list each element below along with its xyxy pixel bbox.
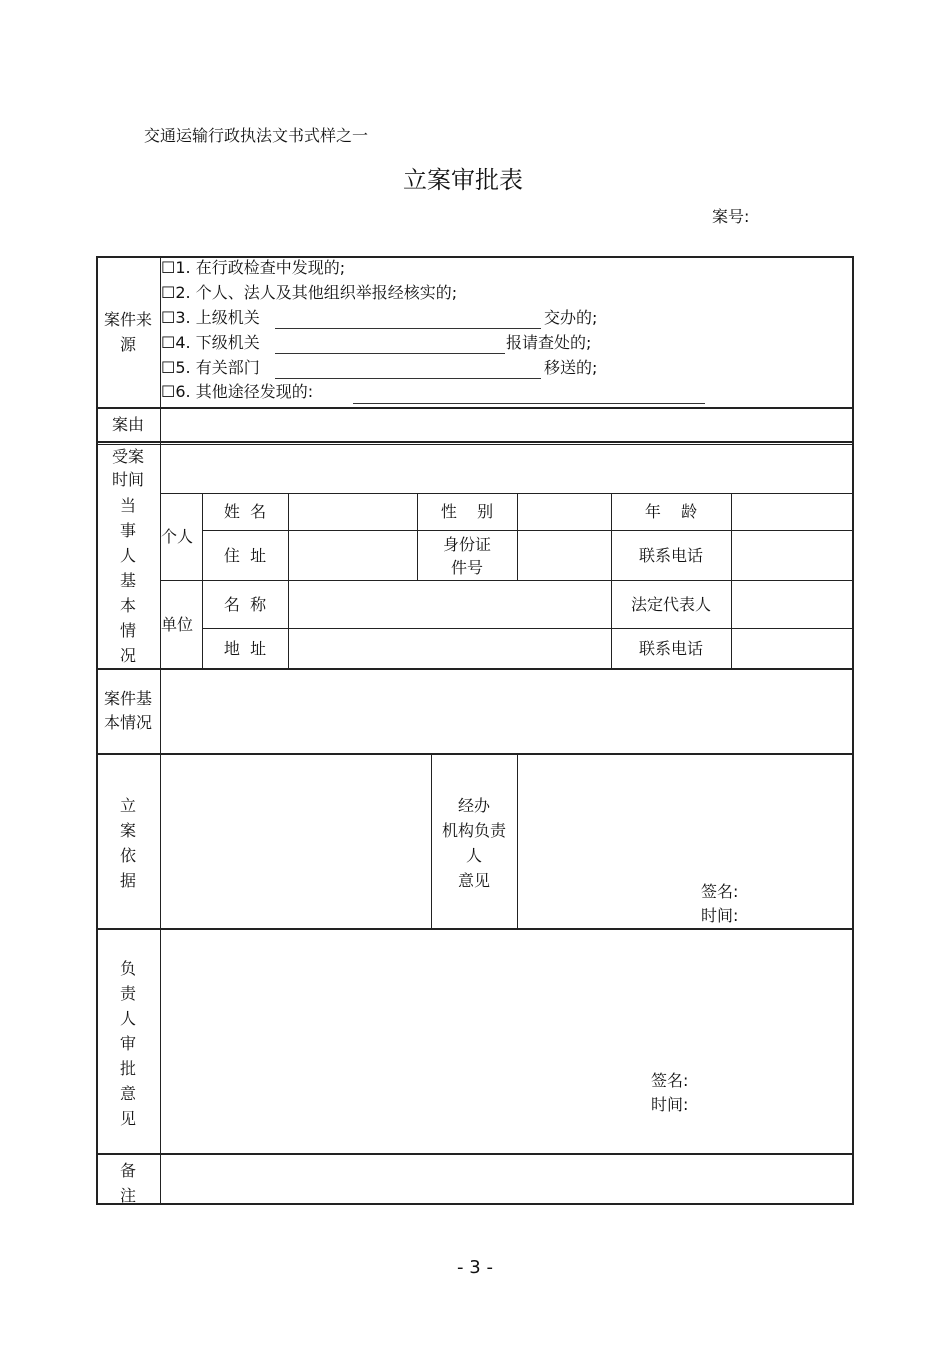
case-info-label: 案件基 本情况 [103, 689, 152, 732]
checkbox[interactable]: ☐ [161, 382, 176, 401]
accept-time-label: 受案 时间 [111, 447, 144, 489]
checkbox[interactable]: ☐ [161, 258, 176, 277]
signature-label: 签名: [651, 1071, 689, 1090]
source-option-2[interactable]: ☐2. 个人、法人及其他组织举报经核实的; [161, 283, 458, 302]
case-cause-label: 案由 [111, 415, 144, 434]
page-number: - 3 - [457, 1257, 493, 1278]
time-label: 时间: [701, 906, 739, 925]
superior-agency-blank[interactable] [275, 328, 541, 329]
legal-rep-label: 法定代表人 [630, 595, 711, 614]
checkbox[interactable]: ☐ [161, 358, 176, 377]
page-title: 立案审批表 [403, 166, 523, 194]
document-series: 交通运输行政执法文书式样之一 [144, 126, 369, 145]
approval-label: 负 责 人 审 批 意 见 [119, 959, 136, 1128]
other-source-blank[interactable] [353, 403, 705, 404]
source-option-5[interactable]: ☐5. 有关部门 [161, 358, 260, 377]
case-number-label: 案号: [712, 207, 750, 226]
basis-label: 立 案 依 据 [119, 796, 136, 890]
org-name-label: 名 称 [223, 595, 267, 614]
remarks-label: 备 注 [119, 1161, 136, 1205]
checkbox[interactable]: ☐ [161, 308, 176, 327]
department-opinion-label: 经办 机构负责 人 意见 [441, 796, 506, 890]
address-label: 住 址 [223, 546, 267, 565]
subordinate-agency-blank[interactable] [275, 353, 505, 354]
party-info-label: 当 事 人 基 本 情 况 [119, 496, 136, 665]
option-5-suffix: 移送的; [544, 358, 598, 377]
org-phone-label: 联系电话 [638, 639, 703, 658]
org-address-label: 地 址 [223, 639, 267, 658]
age-label: 年 龄 [644, 502, 698, 521]
department-blank[interactable] [275, 378, 541, 379]
signature-label: 签名: [701, 882, 739, 901]
source-option-4[interactable]: ☐4. 下级机关 [161, 333, 260, 352]
option-3-suffix: 交办的; [544, 308, 598, 327]
gender-label: 性 别 [440, 502, 494, 521]
name-label: 姓 名 [223, 502, 267, 521]
source-option-1[interactable]: ☐1. 在行政检查中发现的; [161, 258, 346, 277]
case-source-label: 案件来 源 [103, 310, 152, 354]
checkbox[interactable]: ☐ [161, 333, 176, 352]
source-option-3[interactable]: ☐3. 上级机关 [161, 308, 260, 327]
option-4-suffix: 报请查处的; [506, 333, 592, 352]
phone-label: 联系电话 [638, 546, 703, 565]
individual-label: 个人 [161, 527, 194, 546]
unit-label: 单位 [161, 615, 194, 634]
time-label: 时间: [651, 1095, 689, 1114]
source-option-6[interactable]: ☐6. 其他途径发现的: [161, 382, 314, 401]
id-number-label: 身份证 件号 [442, 535, 491, 577]
checkbox[interactable]: ☐ [161, 283, 176, 302]
